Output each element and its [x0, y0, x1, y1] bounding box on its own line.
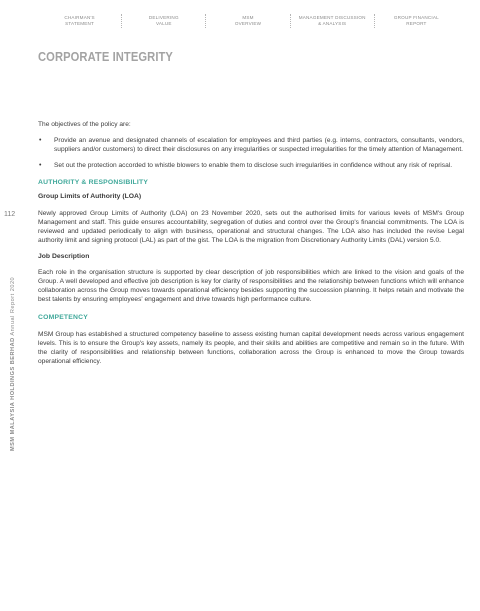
objective-text: Provide an avenue and designated channels of escalation for employees and third parties (e.g. interns, contractors, consultants, vendors, suppliers and/or customers) to direct their disclosures on any irregularities or suspected irregularities for the timely attention of Management.: [54, 137, 464, 153]
side-company-name: MSM MALAYSIA HOLDINGS BERHAD: [10, 337, 16, 451]
nav-delivering-value[interactable]: DELIVERING VALUE: [122, 14, 206, 28]
objectives-list: [38, 136, 464, 170]
nav-group-financial-report[interactable]: GROUP FINANCIAL REPORT: [393, 15, 439, 26]
nav-msm-overview[interactable]: MSM OVERVIEW: [206, 14, 290, 28]
objective-item: [38, 136, 464, 154]
intro-text: The objectives of the policy are:: [38, 121, 131, 128]
loa-heading: Group Limits of Authority (LOA): [38, 193, 142, 200]
competency-heading: COMPETENCY: [38, 314, 88, 321]
page-number: 112: [4, 211, 16, 218]
main-content: [38, 120, 464, 366]
job-description-paragraph: Each role in the organisation structure is supported by clear description of job responsibilities which are linked to the vision and goals of the Group. A well developed and effective job description is key for clarity of responsibilities and the relationship between functions which will enhance collaboration across the Group moves towards operational efficiency besides supporting the succession planning. It helps retain and motivate the best talents by ensuring employees' engagement and drive towards high performance culture.: [38, 269, 464, 303]
nav-management-discussion[interactable]: MANAGEMENT DISCUSSION & ANALYSIS: [291, 14, 375, 28]
side-running-header: [10, 277, 16, 451]
page-title: CORPORATE INTEGRITY: [38, 49, 173, 64]
objective-text: Set out the protection accorded to whistle blowers to enable them to disclose such irregularities in confidence without any risk of reprisal.: [54, 162, 453, 169]
objective-item: [38, 161, 464, 170]
bullet-icon: •: [39, 137, 42, 144]
competency-paragraph: MSM Group has established a structured competency baseline to assess existing human capital development needs across various engagement levels. This is to ensure the Group's key assets, namely its people, and their skills and abilities are competitive and remain so in the future. With the clarity of responsibilities and relationship between functions, collaboration across the Group is enhanced to move the Group towards operational efficiency.: [38, 331, 464, 365]
loa-paragraph: Newly approved Group Limits of Authority (LOA) on 23 November 2020, sets out the authorised limits for various levels of MSM's Group Management and staff. This guide ensures accountability, segregation of duties and control over the Group's financial commitments. The LOA is reviewed and updated periodically to align with business, operational and structural changes. The LOA also has included the revise Legal authority limit and signing protocol (LAL) as part of the gist. The LOA is the migration from Discretionary Authority Limits (DAL) version 5.0.: [38, 210, 464, 244]
nav-chairmans-statement[interactable]: CHAIRMAN'S STATEMENT: [38, 14, 122, 28]
bullet-icon: •: [39, 162, 42, 169]
side-report-title: Annual Report 2020: [10, 276, 16, 336]
authority-heading: AUTHORITY & RESPONSIBILITY: [38, 179, 149, 186]
top-navigation: [38, 14, 458, 28]
job-description-heading: Job Description: [38, 253, 90, 260]
